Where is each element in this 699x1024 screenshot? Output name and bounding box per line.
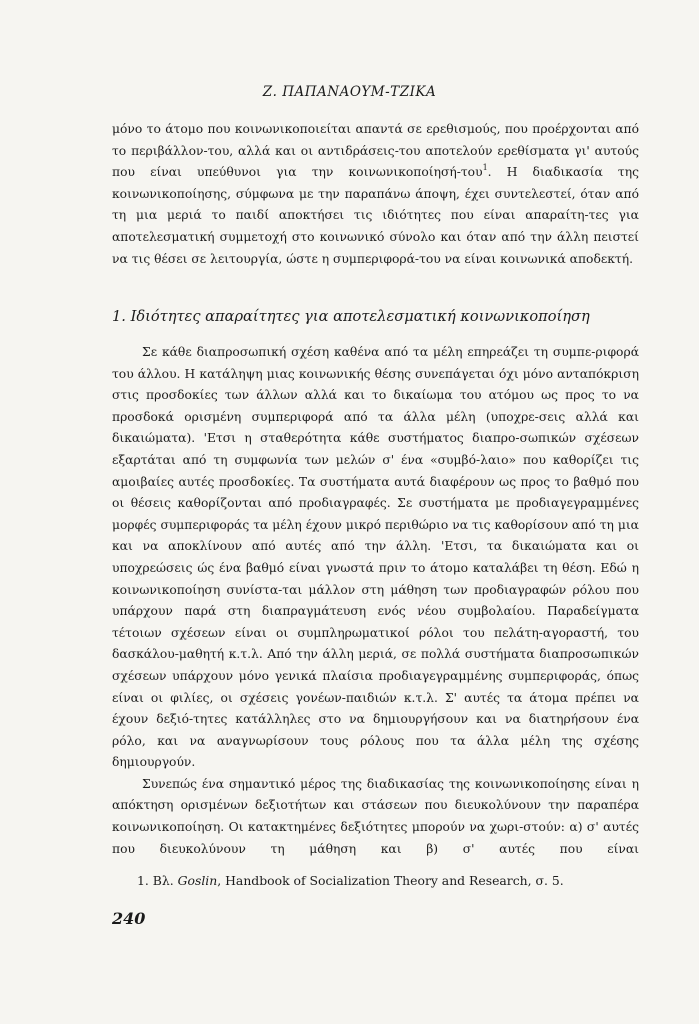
footnote-marker: 1 <box>482 163 488 173</box>
footnote-author: Goslin <box>177 873 218 888</box>
body-paragraph: Συνεπώς ένα σημαντικό μέρος της διαδικασίας της κοινωνικοποίησης είναι η απόκτηση ορισμένων δεξιοτήτων και στάσεων που διευκολύνουν την παραπέρα κοινωνικοποίηση. Οι κατακτημένες δεξιότητες μπορούν να χωρι-στούν: α) σ' αυτές που διευκολύνουν τη μάθηση και β) σ' αυτές που είναι <box>112 776 639 856</box>
footnote-reference: , Handbook of Socialization Theory and Research, σ. 5. <box>217 873 564 888</box>
opening-paragraph-text <box>112 119 639 270</box>
footnote-number: 1. Βλ. <box>137 873 174 888</box>
opening-text-before-footnote: μόνο το άτομο που κοινωνικοποιείται απαντά σε ερεθισμούς, που προέρχονται από το περιβάλλον-του, αλλά και οι αντιδράσεις-του αποτελούν ερεθίσματα γι' αυτούς που είναι υπεύθυνοι για την κοινωνικοποίησή-του <box>112 122 639 180</box>
section-heading: 1. Ιδιότητες απαραίτητες για αποτελεσματική κοινωνικοποίηση <box>112 308 590 325</box>
body-paragraph: Σε κάθε διαπροσωπική σχέση καθένα από τα μέλη επηρεάζει τη συμπε-ριφορά του άλλου. Η κατάληψη μιας κοινωνικής θέσης συνεπάγεται όχι μόνο ανταπόκριση στις προσδοκίες των άλλων αλλά και το δικαίωμα του ατόμου ως προς το να προσδοκά ορισμένη συμπεριφορά από τα άλλα μέλη (υποχρε-σεις αλλά και δικαιώματα). 'Ετσι η σταθερότητα κάθε συστήματος διαπρο-σωπικών σχέσεων εξαρτάται από τη συμφωνία των μελών σ' ένα «συμβό-λαιο» που καθορίζει τις αμοιβαίες αυτές προσδοκίες. Τα συστήματα αυτά διαφέρουν ως προς το βαθμό που οι θέσεις καθορίζονται από προδιαγραφές. Σε συστήματα με προδιαγεγραμμένες μορφές συμπεριφοράς τα μέλη έχουν μικρό περιθώριο να τις καθορίσουν από τη μια και να αποκλίνουν από αυτές από την άλλη. 'Ετσι, τα δικαιώματα και οι υποχρεώσεις ώς ένα βαθμό είναι γνωστά πριν το άτομο καταλάβει τη θέση. Εδώ η κοινωνικοποίηση συνίστα-ται μάλλον στη μάθηση των προδιαγραφών ρόλου που υπάρχουν παρά στη διαπραγμάτευση ενός νέου συμβολαίου. Παραδείγματα τέτοιων σχέσεων είναι οι συμπληρωματικοί ρόλοι του πελάτη-αγοραστή, του δασκάλου-μαθητή κ.τ.λ. Από την άλλη μεριά, σε πολλά συστήματα διαπροσωπικών σχέσεων υπάρχουν μόνο γενικά πλαίσια προδιαγεγραμμένης συμπεριφοράς, όπως είναι οι φιλίες, οι σχέσεις γονέων-παιδιών κ.τ.λ. Σ' αυτές τα άτομα πρέπει να έχουν δεξιό-τητες κατάλληλες στο να δημιουργήσουν και να διατηρήσουν ένα ρόλο, και να αναγνωρίσουν τους ρόλους που τα άλλα μέλη της σχέσης δημιουργούν. <box>112 345 639 770</box>
body-paragraphs <box>112 342 639 860</box>
opening-text-after-footnote: . Η διαδικασία της κοινωνικοποίησης, σύμφωνα με την παραπάνω άποψη, έχει συντελεστεί, όταν από τη μια μεριά το παιδί αποκτήσει τις ιδιότητες που είναι απαραίτη-τες για αποτελεσματική συμμετοχή στο κοινωνικό σύνολο και όταν από την άλλη πειστεί να τις θέσει σε λειτουργία, ώστε η συμπεριφορά-του να είναι κοινωνικά αποδεκτή. <box>112 165 639 266</box>
footnote <box>137 873 639 888</box>
running-header: Ζ. ΠΑΠΑΝΑΟΥΜ-ΤΖΙΚΑ <box>262 84 437 100</box>
page-number: 240 <box>112 909 146 928</box>
opening-paragraph <box>112 119 639 270</box>
